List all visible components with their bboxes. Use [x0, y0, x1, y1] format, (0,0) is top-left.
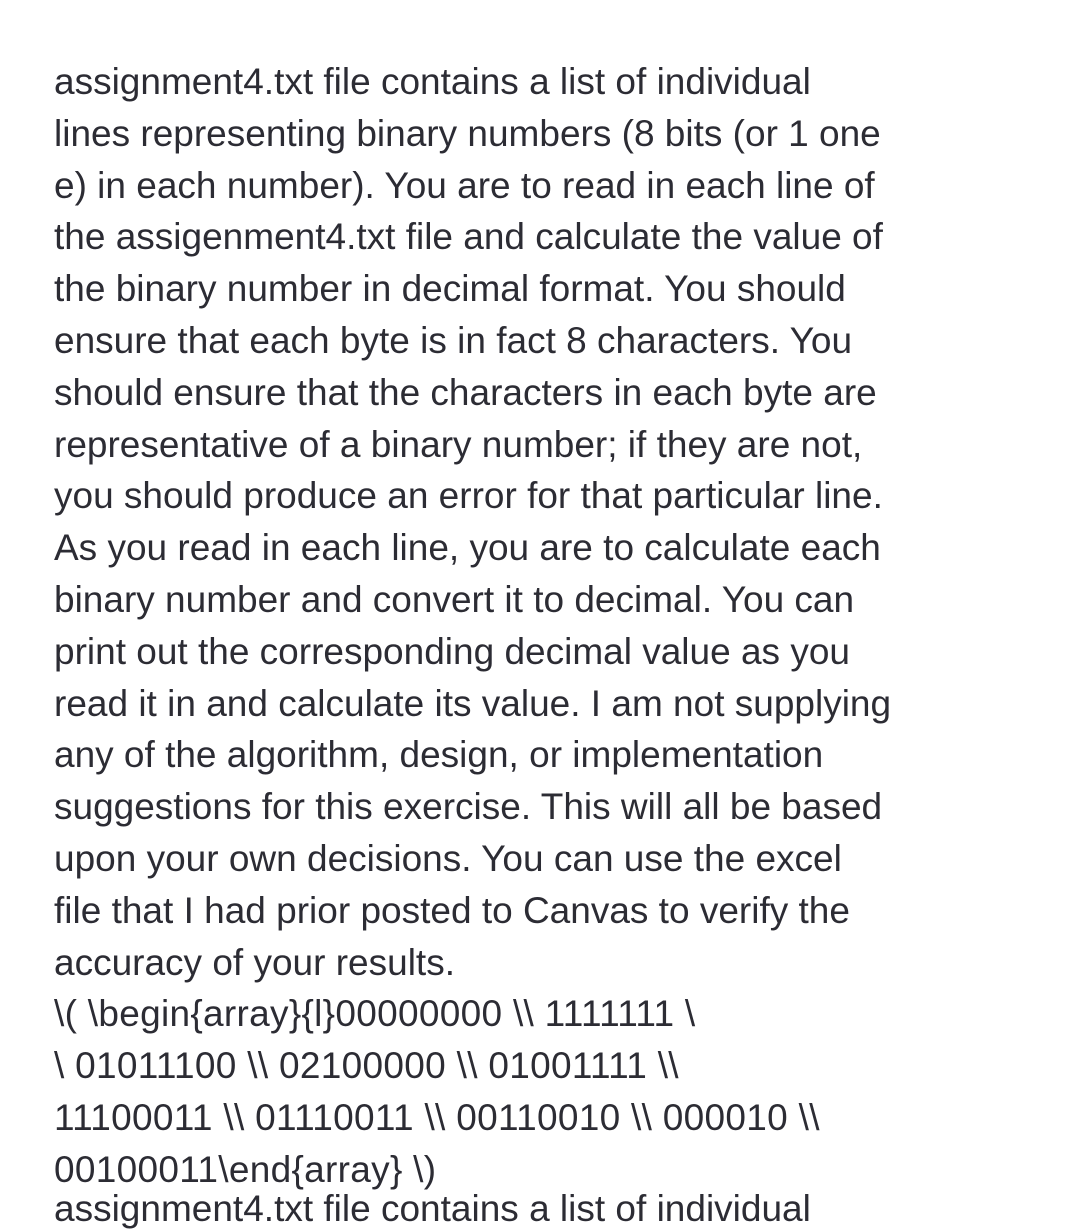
- cut-off-text: assignment4.txt file contains a list of individual: [54, 1188, 811, 1229]
- text-line: binary number and convert it to decimal. You can: [54, 578, 855, 620]
- text-line: suggestions for this exercise. This will all be based: [54, 786, 883, 828]
- text-line: you should produce an error for that particular line.: [54, 475, 883, 517]
- text-line: any of the algorithm, design, or implementation: [54, 734, 824, 776]
- math-line: 00100011\end{array} \): [54, 1148, 437, 1190]
- text-line: lines representing binary numbers (8 bits (or 1 one: [54, 112, 881, 154]
- math-line: \( \begin{array}{l}00000000 \\ 1111111 \: [54, 993, 696, 1035]
- text-line: e) in each number). You are to read in each line of: [54, 164, 875, 206]
- text-line: accuracy of your results.: [54, 941, 455, 983]
- math-line: 11100011 \\ 01110011 \\ 00110010 \\ 000010 \\: [54, 1096, 820, 1138]
- text-line: assignment4.txt file contains a list of individual: [54, 61, 811, 102]
- paragraph: [54, 56, 1054, 988]
- text-line: representative of a binary number; if they are not,: [54, 423, 863, 465]
- text-line: upon your own decisions. You can use the excel: [54, 837, 842, 879]
- cut-off-text-line: [54, 1188, 954, 1229]
- math-line: \ 01011100 \\ 02100000 \\ 01001111 \\: [54, 1045, 679, 1087]
- text-line: read it in and calculate its value. I am not supplying: [54, 682, 892, 724]
- text-line: the assigenment4.txt file and calculate the value of: [54, 216, 883, 258]
- text-line: As you read in each line, you are to calculate each: [54, 527, 881, 569]
- text-line: should ensure that the characters in each byte are: [54, 371, 877, 413]
- latex-array-block: [54, 988, 1054, 1195]
- text-line: print out the corresponding decimal value as you: [54, 630, 850, 672]
- text-line: file that I had prior posted to Canvas to verify the: [54, 889, 850, 931]
- text-line: the binary number in decimal format. You should: [54, 268, 846, 310]
- document-body: [54, 56, 1054, 1196]
- text-line: ensure that each byte is in fact 8 characters. You: [54, 319, 853, 361]
